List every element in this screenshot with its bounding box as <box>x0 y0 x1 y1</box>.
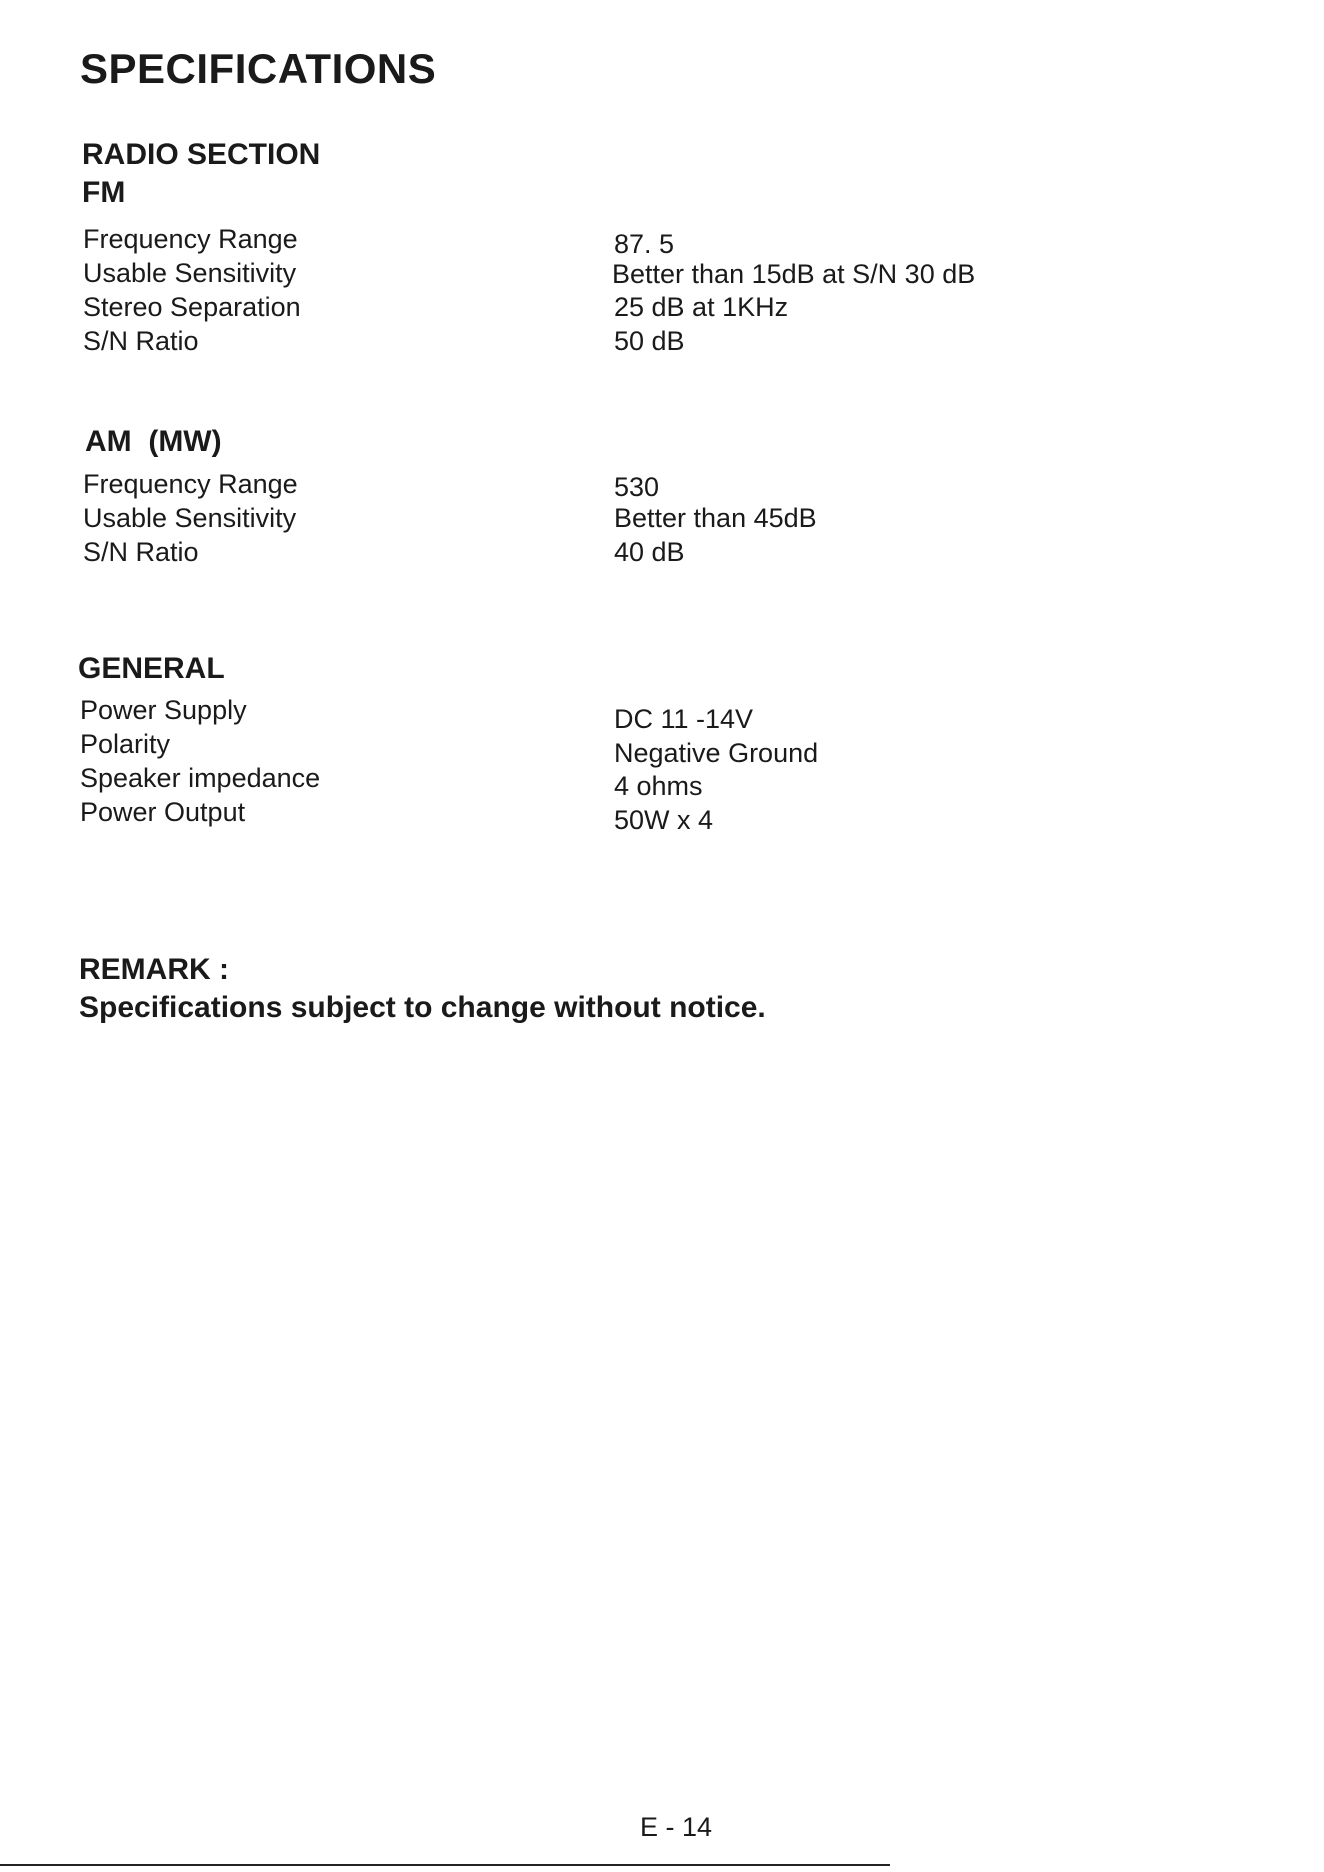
general-label-power-output: Power Output <box>80 797 246 827</box>
fm-label-stereo-separation: Stereo Separation <box>83 292 301 322</box>
page-number: E - 14 <box>640 1812 713 1842</box>
fm-label-frequency-range: Frequency Range <box>83 224 298 254</box>
general-value-polarity: Negative Ground <box>614 738 819 768</box>
general-value-speaker-impedance: 4 ohms <box>614 771 703 801</box>
general-label-speaker-impedance: Speaker impedance <box>80 763 321 793</box>
fm-label-usable-sensitivity: Usable Sensitivity <box>83 258 297 288</box>
remark-text: Specifications subject to change without notice. <box>79 991 766 1024</box>
remark-heading: REMARK : <box>79 953 229 986</box>
am-label-frequency-range: Frequency Range <box>83 469 298 499</box>
general-label-polarity: Polarity <box>80 729 171 759</box>
fm-value-usable-sensitivity: Better than 15dB at S/N 30 dB <box>612 259 976 289</box>
fm-value-sn-ratio: 50 dB <box>614 326 685 356</box>
am-heading: AM (MW) <box>85 425 222 458</box>
am-label-usable-sensitivity: Usable Sensitivity <box>83 503 297 533</box>
fm-value-frequency-range: 87. 5 <box>614 229 675 259</box>
am-label-sn-ratio: S/N Ratio <box>83 537 199 567</box>
general-heading: GENERAL <box>78 652 225 685</box>
page-title: SPECIFICATIONS <box>80 45 437 92</box>
general-label-power-supply: Power Supply <box>80 695 247 725</box>
fm-label-sn-ratio: S/N Ratio <box>83 326 199 356</box>
bottom-rule <box>0 1864 890 1866</box>
radio-section-heading: RADIO SECTION <box>82 138 321 171</box>
am-value-usable-sensitivity: Better than 45dB <box>614 503 817 533</box>
fm-heading: FM <box>82 176 126 209</box>
fm-value-stereo-separation: 25 dB at 1KHz <box>614 292 789 322</box>
general-value-power-supply: DC 11 -14V <box>614 704 754 734</box>
general-value-power-output: 50W x 4 <box>614 805 714 835</box>
am-value-sn-ratio: 40 dB <box>614 537 685 567</box>
am-value-frequency-range: 530 <box>614 472 660 502</box>
